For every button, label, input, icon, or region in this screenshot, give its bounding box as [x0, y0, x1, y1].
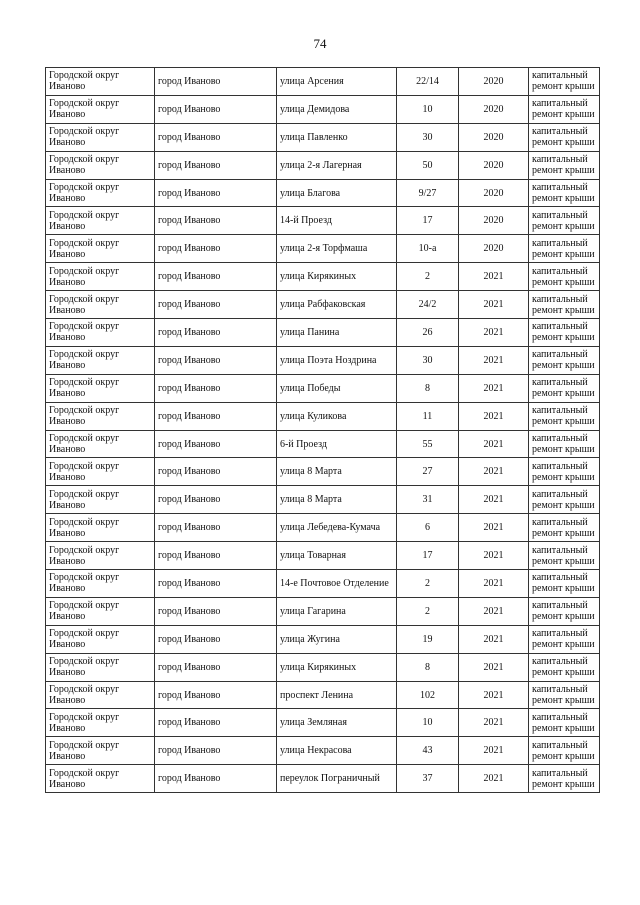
- house-number-cell: 10: [397, 95, 459, 123]
- house-number-cell: 6: [397, 514, 459, 542]
- house-number-cell: 27: [397, 458, 459, 486]
- work-type-cell: капитальный ремонт крыши: [529, 319, 600, 347]
- house-number-cell: 50: [397, 151, 459, 179]
- work-type-cell: капитальный ремонт крыши: [529, 597, 600, 625]
- house-number-cell: 43: [397, 737, 459, 765]
- city-cell: город Иваново: [155, 597, 277, 625]
- street-cell: улица 2-я Торфмаша: [277, 235, 397, 263]
- table-row: [46, 291, 600, 319]
- repair-registry-table: [45, 67, 600, 793]
- street-cell: улица Гагарина: [277, 597, 397, 625]
- table-row: [46, 765, 600, 793]
- year-cell: 2021: [459, 458, 529, 486]
- district-cell: Городской округ Иваново: [46, 235, 155, 263]
- table-row: [46, 737, 600, 765]
- street-cell: улица Земляная: [277, 709, 397, 737]
- year-cell: 2021: [459, 765, 529, 793]
- table-row: [46, 430, 600, 458]
- city-cell: город Иваново: [155, 263, 277, 291]
- street-cell: улица Павленко: [277, 123, 397, 151]
- city-cell: город Иваново: [155, 570, 277, 598]
- table-row: [46, 263, 600, 291]
- house-number-cell: 10-а: [397, 235, 459, 263]
- year-cell: 2021: [459, 486, 529, 514]
- table-row: [46, 653, 600, 681]
- work-type-cell: капитальный ремонт крыши: [529, 123, 600, 151]
- year-cell: 2020: [459, 95, 529, 123]
- work-type-cell: капитальный ремонт крыши: [529, 95, 600, 123]
- table-row: [46, 207, 600, 235]
- house-number-cell: 17: [397, 542, 459, 570]
- house-number-cell: 26: [397, 319, 459, 347]
- district-cell: Городской округ Иваново: [46, 570, 155, 598]
- page-number: 74: [313, 36, 327, 51]
- work-type-cell: капитальный ремонт крыши: [529, 653, 600, 681]
- year-cell: 2021: [459, 709, 529, 737]
- house-number-cell: 2: [397, 263, 459, 291]
- year-cell: 2020: [459, 235, 529, 263]
- street-cell: улица Демидова: [277, 95, 397, 123]
- city-cell: город Иваново: [155, 374, 277, 402]
- house-number-cell: 102: [397, 681, 459, 709]
- city-cell: город Иваново: [155, 291, 277, 319]
- street-cell: улица Кирякиных: [277, 263, 397, 291]
- district-cell: Городской округ Иваново: [46, 346, 155, 374]
- work-type-cell: капитальный ремонт крыши: [529, 765, 600, 793]
- table-row: [46, 151, 600, 179]
- district-cell: Городской округ Иваново: [46, 402, 155, 430]
- district-cell: Городской округ Иваново: [46, 514, 155, 542]
- work-type-cell: капитальный ремонт крыши: [529, 68, 600, 96]
- street-cell: улица Благова: [277, 179, 397, 207]
- work-type-cell: капитальный ремонт крыши: [529, 681, 600, 709]
- district-cell: Городской округ Иваново: [46, 486, 155, 514]
- city-cell: город Иваново: [155, 653, 277, 681]
- work-type-cell: капитальный ремонт крыши: [529, 235, 600, 263]
- city-cell: город Иваново: [155, 402, 277, 430]
- work-type-cell: капитальный ремонт крыши: [529, 625, 600, 653]
- work-type-cell: капитальный ремонт крыши: [529, 542, 600, 570]
- year-cell: 2020: [459, 179, 529, 207]
- street-cell: улица Некрасова: [277, 737, 397, 765]
- work-type-cell: капитальный ремонт крыши: [529, 263, 600, 291]
- city-cell: город Иваново: [155, 123, 277, 151]
- table-row: [46, 374, 600, 402]
- table-row: [46, 95, 600, 123]
- year-cell: 2020: [459, 151, 529, 179]
- house-number-cell: 11: [397, 402, 459, 430]
- district-cell: Городской округ Иваново: [46, 319, 155, 347]
- work-type-cell: капитальный ремонт крыши: [529, 709, 600, 737]
- city-cell: город Иваново: [155, 151, 277, 179]
- district-cell: Городской округ Иваново: [46, 709, 155, 737]
- table-row: [46, 235, 600, 263]
- table-row: [46, 486, 600, 514]
- work-type-cell: капитальный ремонт крыши: [529, 458, 600, 486]
- table-row: [46, 681, 600, 709]
- street-cell: 14-й Проезд: [277, 207, 397, 235]
- table-row: [46, 346, 600, 374]
- city-cell: город Иваново: [155, 737, 277, 765]
- district-cell: Городской округ Иваново: [46, 737, 155, 765]
- street-cell: улица 2-я Лагерная: [277, 151, 397, 179]
- house-number-cell: 30: [397, 346, 459, 374]
- table-row: [46, 458, 600, 486]
- district-cell: Городской округ Иваново: [46, 653, 155, 681]
- city-cell: город Иваново: [155, 765, 277, 793]
- street-cell: улица Панина: [277, 319, 397, 347]
- year-cell: 2021: [459, 737, 529, 765]
- district-cell: Городской округ Иваново: [46, 430, 155, 458]
- house-number-cell: 8: [397, 653, 459, 681]
- street-cell: улица Победы: [277, 374, 397, 402]
- work-type-cell: капитальный ремонт крыши: [529, 402, 600, 430]
- year-cell: 2020: [459, 207, 529, 235]
- registry-body: [46, 68, 600, 793]
- table-row: [46, 514, 600, 542]
- city-cell: город Иваново: [155, 319, 277, 347]
- year-cell: 2021: [459, 653, 529, 681]
- house-number-cell: 17: [397, 207, 459, 235]
- table-row: [46, 179, 600, 207]
- street-cell: 14-е Почтовое Отделение: [277, 570, 397, 598]
- table-row: [46, 68, 600, 96]
- house-number-cell: 55: [397, 430, 459, 458]
- work-type-cell: капитальный ремонт крыши: [529, 514, 600, 542]
- work-type-cell: капитальный ремонт крыши: [529, 207, 600, 235]
- year-cell: 2021: [459, 625, 529, 653]
- street-cell: проспект Ленина: [277, 681, 397, 709]
- district-cell: Городской округ Иваново: [46, 765, 155, 793]
- table-row: [46, 402, 600, 430]
- year-cell: 2021: [459, 402, 529, 430]
- year-cell: 2021: [459, 514, 529, 542]
- house-number-cell: 22/14: [397, 68, 459, 96]
- table-row: [46, 625, 600, 653]
- street-cell: улица Кирякиных: [277, 653, 397, 681]
- year-cell: 2021: [459, 542, 529, 570]
- work-type-cell: капитальный ремонт крыши: [529, 570, 600, 598]
- district-cell: Городской округ Иваново: [46, 207, 155, 235]
- work-type-cell: капитальный ремонт крыши: [529, 486, 600, 514]
- work-type-cell: капитальный ремонт крыши: [529, 737, 600, 765]
- district-cell: Городской округ Иваново: [46, 597, 155, 625]
- city-cell: город Иваново: [155, 207, 277, 235]
- city-cell: город Иваново: [155, 514, 277, 542]
- street-cell: улица Арсения: [277, 68, 397, 96]
- district-cell: Городской округ Иваново: [46, 151, 155, 179]
- street-cell: переулок Пограничный: [277, 765, 397, 793]
- table-row: [46, 597, 600, 625]
- year-cell: 2021: [459, 430, 529, 458]
- street-cell: улица 8 Марта: [277, 486, 397, 514]
- year-cell: 2021: [459, 291, 529, 319]
- year-cell: 2021: [459, 374, 529, 402]
- city-cell: город Иваново: [155, 625, 277, 653]
- city-cell: город Иваново: [155, 430, 277, 458]
- district-cell: Городской округ Иваново: [46, 95, 155, 123]
- district-cell: Городской округ Иваново: [46, 625, 155, 653]
- district-cell: Городской округ Иваново: [46, 179, 155, 207]
- district-cell: Городской округ Иваново: [46, 263, 155, 291]
- city-cell: город Иваново: [155, 681, 277, 709]
- house-number-cell: 37: [397, 765, 459, 793]
- district-cell: Городской округ Иваново: [46, 291, 155, 319]
- table-row: [46, 542, 600, 570]
- house-number-cell: 19: [397, 625, 459, 653]
- district-cell: Городской округ Иваново: [46, 458, 155, 486]
- year-cell: 2021: [459, 263, 529, 291]
- year-cell: 2020: [459, 123, 529, 151]
- street-cell: 6-й Проезд: [277, 430, 397, 458]
- house-number-cell: 8: [397, 374, 459, 402]
- work-type-cell: капитальный ремонт крыши: [529, 346, 600, 374]
- work-type-cell: капитальный ремонт крыши: [529, 430, 600, 458]
- year-cell: 2021: [459, 346, 529, 374]
- house-number-cell: 9/27: [397, 179, 459, 207]
- table-row: [46, 570, 600, 598]
- house-number-cell: 31: [397, 486, 459, 514]
- city-cell: город Иваново: [155, 486, 277, 514]
- table-row: [46, 319, 600, 347]
- house-number-cell: 24/2: [397, 291, 459, 319]
- city-cell: город Иваново: [155, 95, 277, 123]
- street-cell: улица Рабфаковская: [277, 291, 397, 319]
- year-cell: 2021: [459, 570, 529, 598]
- year-cell: 2021: [459, 597, 529, 625]
- year-cell: 2021: [459, 319, 529, 347]
- district-cell: Городской округ Иваново: [46, 542, 155, 570]
- house-number-cell: 10: [397, 709, 459, 737]
- table-row: [46, 709, 600, 737]
- street-cell: улица Лебедева-Кумача: [277, 514, 397, 542]
- city-cell: город Иваново: [155, 709, 277, 737]
- house-number-cell: 2: [397, 570, 459, 598]
- work-type-cell: капитальный ремонт крыши: [529, 179, 600, 207]
- street-cell: улица 8 Марта: [277, 458, 397, 486]
- house-number-cell: 30: [397, 123, 459, 151]
- year-cell: 2020: [459, 68, 529, 96]
- work-type-cell: капитальный ремонт крыши: [529, 151, 600, 179]
- city-cell: город Иваново: [155, 542, 277, 570]
- street-cell: улица Поэта Ноздрина: [277, 346, 397, 374]
- house-number-cell: 2: [397, 597, 459, 625]
- district-cell: Городской округ Иваново: [46, 374, 155, 402]
- city-cell: город Иваново: [155, 179, 277, 207]
- street-cell: улица Жугина: [277, 625, 397, 653]
- street-cell: улица Товарная: [277, 542, 397, 570]
- table-row: [46, 123, 600, 151]
- city-cell: город Иваново: [155, 458, 277, 486]
- street-cell: улица Куликова: [277, 402, 397, 430]
- work-type-cell: капитальный ремонт крыши: [529, 291, 600, 319]
- year-cell: 2021: [459, 681, 529, 709]
- city-cell: город Иваново: [155, 68, 277, 96]
- work-type-cell: капитальный ремонт крыши: [529, 374, 600, 402]
- district-cell: Городской округ Иваново: [46, 123, 155, 151]
- district-cell: Городской округ Иваново: [46, 68, 155, 96]
- city-cell: город Иваново: [155, 235, 277, 263]
- city-cell: город Иваново: [155, 346, 277, 374]
- district-cell: Городской округ Иваново: [46, 681, 155, 709]
